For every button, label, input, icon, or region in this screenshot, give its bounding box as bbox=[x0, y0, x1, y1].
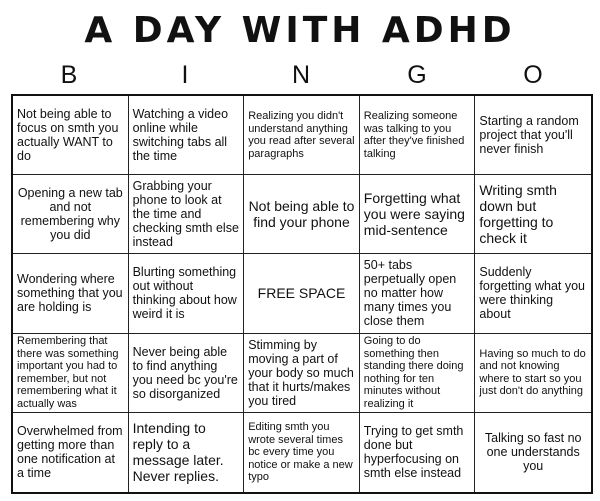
bingo-header bbox=[11, 58, 591, 92]
bingo-cell: Suddenly forgetting what you were thinking about bbox=[475, 254, 591, 333]
bingo-cell: Stimming by moving a part of your body so much that it hurts/makes you tired bbox=[244, 334, 360, 413]
bingo-cell: Blurting something out without thinking about how weird it is bbox=[129, 254, 245, 333]
bingo-cell: 50+ tabs perpetually open no matter how many times you close them bbox=[360, 254, 476, 333]
bingo-cell: Remembering that there was something important you had to remember, but not remembering what it actually was bbox=[13, 334, 129, 413]
bingo-cell: Forgetting what you were saying mid-sentence bbox=[360, 175, 476, 254]
bingo-cell: Grabbing your phone to look at the time and checking smth else instead bbox=[129, 175, 245, 254]
bingo-cell: Intending to reply to a message later. Never replies. bbox=[129, 413, 245, 492]
bingo-cell: Realizing you didn't understand anything you read after several paragraphs bbox=[244, 96, 360, 175]
bingo-letter-i: I bbox=[181, 61, 189, 89]
bingo-letter-b: B bbox=[60, 61, 78, 89]
bingo-letter-g: G bbox=[407, 61, 427, 89]
bingo-cell: Writing smth down but forgetting to check it bbox=[475, 175, 591, 254]
bingo-cell: Having so much to do and not knowing where to start so you just don't do anything bbox=[475, 334, 591, 413]
page-title: A DAY WITH ADHD bbox=[84, 10, 516, 51]
bingo-cell: Overwhelmed from getting more than one notification at a time bbox=[13, 413, 129, 492]
bingo-cell: Watching a video online while switching tabs all the time bbox=[129, 96, 245, 175]
bingo-cell: Not being able to find your phone bbox=[244, 175, 360, 254]
bingo-board bbox=[11, 94, 593, 494]
bingo-cell: Never being able to find anything you need bc you're so disorganized bbox=[129, 334, 245, 413]
free-space-cell: FREE SPACE bbox=[244, 254, 360, 333]
bingo-letter-n: N bbox=[291, 61, 311, 89]
bingo-cell: Realizing someone was talking to you after they've finished talking bbox=[360, 96, 476, 175]
bingo-cell: Trying to get smth done but hyperfocusing on smth else instead bbox=[360, 413, 476, 492]
bingo-cell: Wondering where something that you are holding is bbox=[13, 254, 129, 333]
bingo-cell: Opening a new tab and not remembering why you did bbox=[13, 175, 129, 254]
bingo-cell: Going to do something then standing there doing nothing for ten minutes without realizing it bbox=[360, 334, 476, 413]
bingo-cell: Starting a random project that you'll never finish bbox=[475, 96, 591, 175]
bingo-cell: Talking so fast no one understands you bbox=[484, 431, 582, 474]
bingo-cell: Not being able to focus on smth you actually WANT to do bbox=[13, 96, 129, 175]
bingo-cell: Editing smth you wrote several times bc every time you notice or make a new typo bbox=[244, 413, 360, 492]
bingo-letter-o: O bbox=[523, 61, 543, 89]
